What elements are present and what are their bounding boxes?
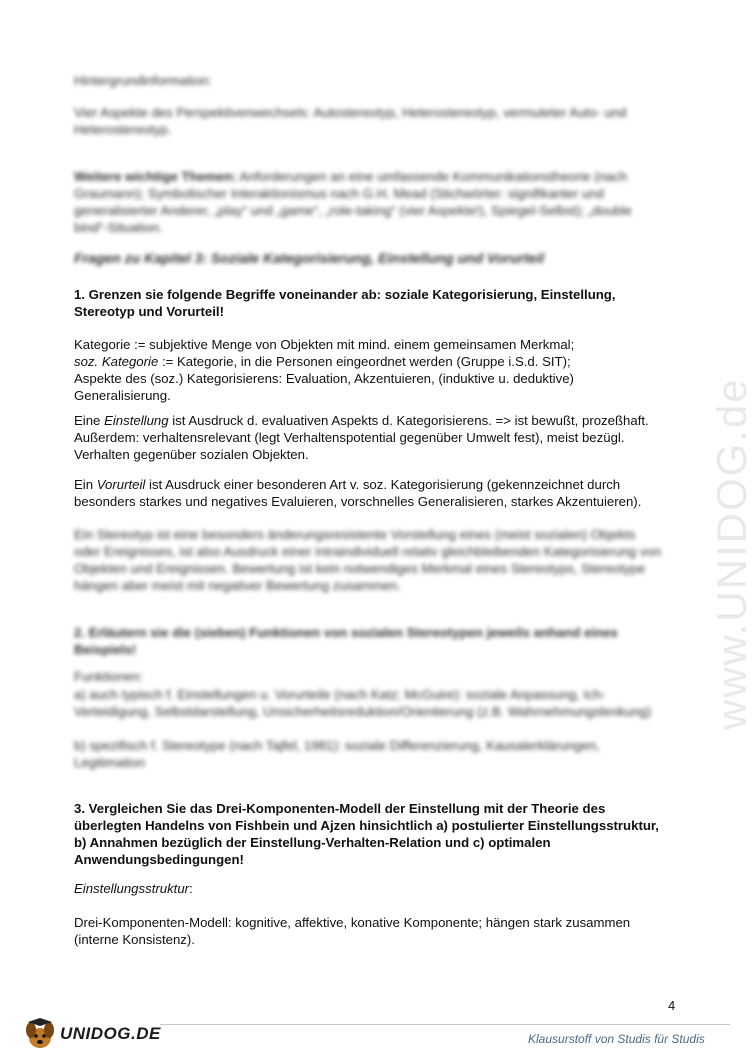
blurred-question-2: 2. Erläutern sie die (sieben) Funktionen von sozialen Stereotypen jeweils anhand eines Beispiels! bbox=[74, 625, 618, 657]
categorizing-aspects: Aspekte des (soz.) Kategorisierens: Evaluation, Akzentuieren, (induktive u. deduktive) Generalisierung. bbox=[74, 371, 574, 403]
blurred-paragraph-2-text: Anforderungen an eine umfassende Kommunikationstheorie (nach Graumann); Symbolischer Interaktionismus nach G.H. Mead (Stichwörter: signifikanter und generalisierter Anderer, „play“ und „game“, „role-taking“ (vier Aspekte!), Spiegel-Selbst); „double bind“-Situation. bbox=[74, 169, 632, 235]
blurred-functions-b: b) spezifisch f. Stereotype (nach Tajfel, 1981): soziale Differenzierung, Kausalerklärungen, Legitimation bbox=[74, 738, 600, 770]
blurred-stereotype-paragraph: Ein Stereotyp ist eine besonders änderungsresistente Vorstellung eines (meist sozialen) Objekts oder Ereignisses, ist also Ausdruck einer intraindividuell relativ gleichbleibenden Kategorisierung von Objekten und Ereignissen. Bewertung ist kein notwendiges Merkmal eines Stereotyps, Stereotype hängen aber meist mit negativer Bewertung zusammen. bbox=[74, 527, 662, 593]
watermark: www.UNIDOG.de bbox=[708, 377, 755, 730]
attitude-structure-heading: Einstellungsstruktur: bbox=[74, 881, 193, 896]
question-3-title: 3. Vergleichen Sie das Drei-Komponenten-Modell der Einstellung mit der Theorie des überlegten Handelns von Fishbein und Ajzen hinsichtlich a) postulierter Einstellungsstruktur, b) Annahmen bezüglich der Einstellung-Verhalten-Relation und c) optimalen Anwendungsbedingungen! bbox=[74, 801, 659, 867]
unidog-logo bbox=[22, 1018, 162, 1052]
page-number: 4 bbox=[668, 998, 676, 1013]
blurred-line-1: Hintergrundinformation: bbox=[74, 73, 212, 88]
blurred-functions-label: Funktionen: bbox=[74, 669, 143, 684]
logo-text: UNIDOG.DE bbox=[60, 1024, 161, 1043]
three-component-model-text: Drei-Komponenten-Modell: kognitive, affektive, konative Komponente; hängen stark zusammen (interne Konsistenz). bbox=[74, 915, 631, 947]
blurred-chapter-heading: Fragen zu Kapitel 3: Soziale Kategorisierung, Einstellung und Vorurteil bbox=[74, 250, 545, 266]
social-category-definition: soz. Kategorie := Kategorie, in die Personen eingeordnet werden (Gruppe i.S.d. SIT); bbox=[74, 354, 571, 369]
question-1-paragraph-3: Ein Vorurteil ist Ausdruck einer besonderen Art v. soz. Kategorisierung (gekennzeichnet durch besonders starkes und negatives Evaluieren, vorschnelles Generalisieren, starkes Akzentuieren). bbox=[74, 477, 642, 509]
category-definition: Kategorie := subjektive Menge von Objekten mit mind. einem gemeinsamen Merkmal; bbox=[74, 337, 575, 352]
blurred-paragraph-1: Vier Aspekte des Perspektivenwechsels: Autostereotyp, Heterostereotyp, vermuteter Auto- und Heterostereotyp. bbox=[74, 105, 627, 137]
question-1-paragraph-1 bbox=[74, 336, 664, 404]
blurred-functions-a: a) auch typisch f. Einstellungen u. Vorurteile (nach Katz; McGuire): soziale Anpassung, Ich-Verteidigung, Selbstdarstellung, Unsicherheitsreduktion/Orientierung (z.B. Wahrnehmungslenkung) bbox=[74, 687, 652, 719]
question-1-title: 1. Grenzen sie folgende Begriffe voneinander ab: soziale Kategorisierung, Einstellung, Stereotyp und Vorurteil! bbox=[74, 287, 616, 319]
footer-slogan: Klausurstoff von Studis für Studis bbox=[528, 1032, 705, 1046]
dog-icon bbox=[22, 1018, 62, 1052]
footer-divider bbox=[160, 1024, 730, 1025]
blurred-paragraph-2: Weitere wichtige Themen: Anforderungen an eine umfassende Kommunikationstheorie (nach Graumann); Symbolischer Interaktionismus nach G.H. Mead (Stichwörter: signifikanter und generalisierter Anderer, „play“ und „game“, „role-taking“ (vier Aspekte!), Spiegel-Selbst); „double bind“-Situation. bbox=[74, 169, 632, 235]
question-1-paragraph-2: Eine Einstellung ist Ausdruck d. evaluativen Aspekts d. Kategorisierens. => ist bewußt, prozeßhaft. Außerdem: verhaltensrelevant (legt Verhaltenspotential gegenüber Umwelt fest), meist bezügl. Verhalten gegenüber sozialen Objekten. bbox=[74, 413, 649, 462]
